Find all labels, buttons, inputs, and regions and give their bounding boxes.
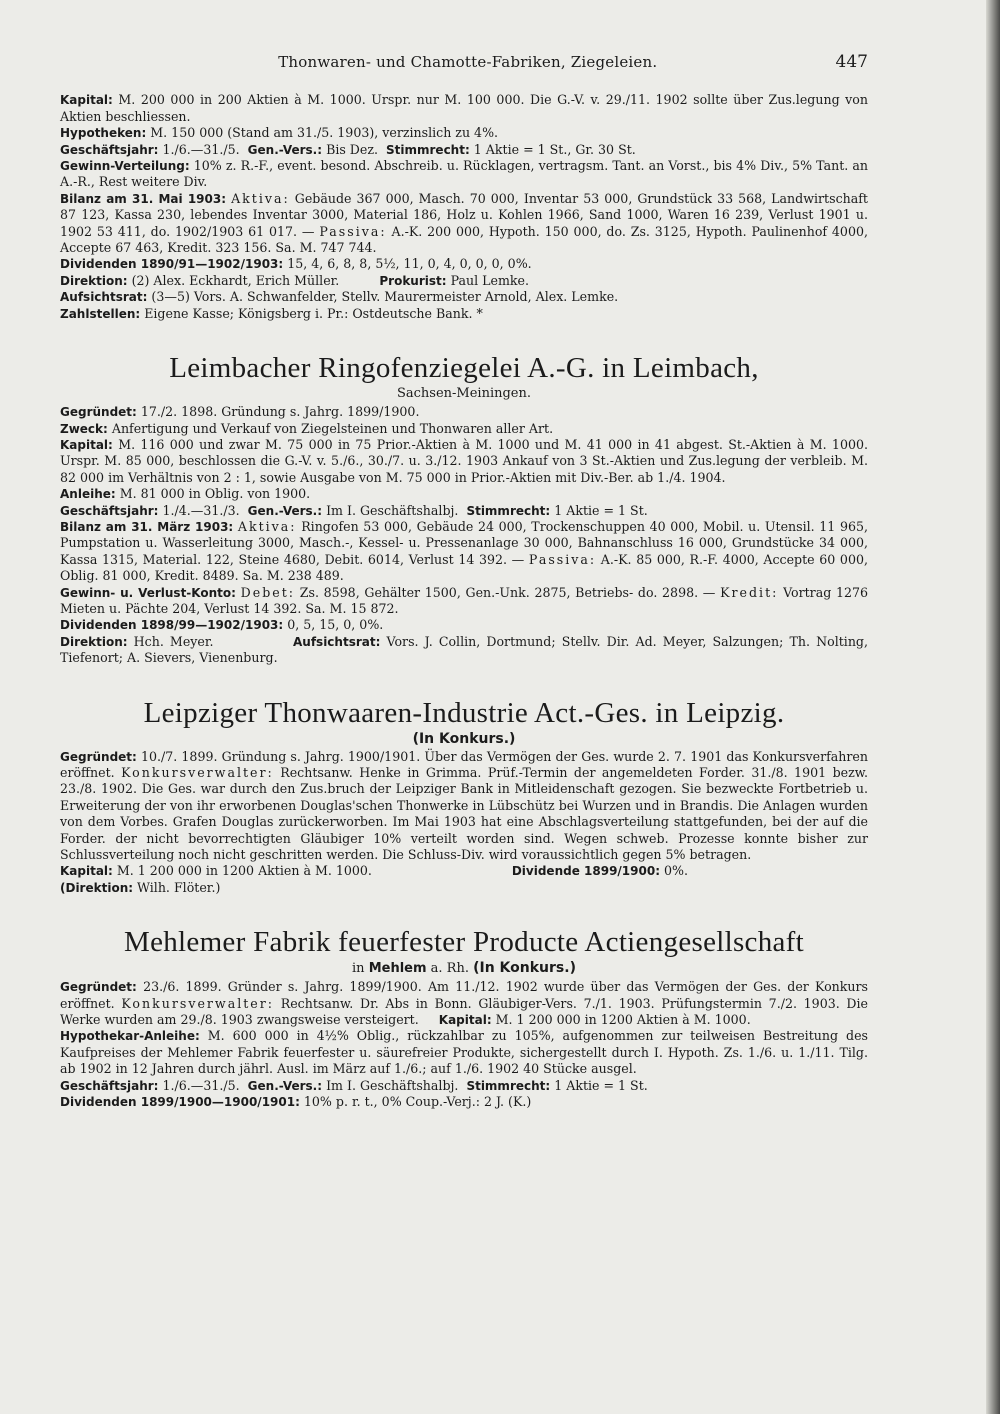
running-head (60, 54, 868, 70)
anleihe-para (60, 486, 868, 502)
konkurs-badge: (In Konkurs.) (473, 960, 576, 977)
passiva-label: Passiva: (319, 223, 387, 239)
dir-text: (2) Alex. Eckhardt, Erich Müller. (131, 272, 340, 288)
sr-text: 1 Aktie = 1 St. (554, 1077, 648, 1093)
geschaeftsjahr-para (60, 142, 868, 158)
kapital-text: M. 1 200 000 in 1200 Aktien à M. 1000. (116, 863, 372, 879)
sr-label: Stimmrecht: (466, 503, 551, 518)
div-text: 0, 5, 15, 0, 0%. (287, 617, 384, 633)
hypotheken-label: Hypotheken: (60, 126, 147, 141)
sr-label: Stimmrecht: (466, 1078, 551, 1093)
gv-text: Bis Dez. (326, 141, 378, 157)
kapital-para (60, 92, 868, 125)
gv-text: Im I. Geschäftshalbj. (326, 1077, 459, 1093)
aktiva-label: Aktiva: (231, 190, 290, 206)
kapital-para (60, 437, 868, 486)
bilanz-passiva-text: A.-K. 85 000, R.-F. 4000, Accepte 60 000, Oblig. 81 000, Kredit. 8489. Sa. M. 238 489. (60, 551, 868, 584)
gj-text: 1./4.—31./3. (162, 502, 240, 518)
div-label: Dividende 1899/1900: (511, 864, 660, 879)
dir-label: Direktion: (60, 273, 128, 288)
gv-label: Gen.-Vers.: (247, 1078, 323, 1093)
dividenden-para (60, 1094, 868, 1110)
gegr-text-continued: Rechtsanw. Dr. Abs in Bonn. Gläubiger-Vers. 7./1. 1903. Prüfungstermin 7./2. 1903. Die Werke wurden am 29./8. 1903 zwangsweise versteigert. (60, 995, 869, 1028)
sr-label: Stimmrecht: (386, 142, 470, 157)
bilanz-label: Bilanz am 31. Mai 1903: (60, 191, 227, 206)
direktion-para (60, 273, 868, 289)
ar-text: (3—5) Vors. A. Schwanfelder, Stellv. Maurermeister Arnold, Alex. Lemke. (151, 289, 619, 305)
running-head-title: Thonwaren- und Chamotte-Fabriken, Ziegeleien. (278, 53, 658, 71)
gegr-label: Gegründet: (60, 749, 137, 764)
bilanz-label: Bilanz am 31. März 1903: (60, 519, 234, 534)
dir-text: Hch. Meyer. (133, 633, 214, 649)
anleihe-label: Anleihe: (60, 487, 116, 502)
dividenden-para (60, 617, 868, 633)
hypotheken-text: M. 150 000 (Stand am 31./5. 1903), verzinslich zu 4%. (150, 125, 499, 141)
konkurs-badge: (In Konkurs.) (412, 730, 516, 747)
direktion-para (60, 880, 868, 896)
aufsichtsrat-para (60, 289, 868, 305)
hyp-text: M. 600 000 in 4½% Oblig., rückzahlbar zu 105%, aufgenommen zur teilweisen Bestreitung des Kaufpreises der Mehlemer Fabrik feuerfester u. säurefreier Produkte, sichergestellt durch I. Hypoth. Zs. 1./6. u. 1./11. Tilg. ab 1902 in 12 Jahren durch jährl. Ausl. im März auf 1./6.; auf 1./6. 1902 40 Stücke ausgel. (60, 1028, 868, 1077)
bilanz-para (60, 191, 868, 257)
gj-text: 1./6.—31./5. (162, 141, 240, 157)
passiva-label: Passiva: (528, 551, 597, 567)
section-title-leimbacher: Leimbacher Ringofenziegelei A.-G. in Leimbach, (169, 352, 759, 385)
div-label: Dividenden 1899/1900—1900/1901: (60, 1095, 300, 1110)
geschaeftsjahr-para (60, 503, 868, 519)
section-subtitle-mehlemer (60, 960, 868, 977)
gewinn-text: 10% z. R.-F., event. besond. Abschreib. u. Rücklagen, vertragsm. Tant. an Vorst., bis 4% Div., 5% Tant. an A.-R., Rest weitere Div. (60, 158, 868, 190)
dividende-item (512, 863, 868, 879)
zahlstellen-para (60, 306, 868, 322)
bilanz-aktiva-text: Ringofen 53 000, Gebäude 24 000, Trockenschuppen 40 000, Mobil. u. Utensil. 11 965, Pumpstation u. Wasserleitung 3000, Masch.-, Kessel- u. Pressenanlage 30 000, Bahnanschluss 16 000, Grundstücke 34 000, Kassa 1315, Material. 122, Steine 4680, Debit. 6014, Verlust 14 392. — (60, 518, 868, 567)
gegruendet-para (60, 979, 868, 1028)
zs-label: Zahlstellen: (60, 306, 141, 321)
gegr-label: Gegründet: (60, 980, 137, 995)
zweck-text: Anfertigung und Verkauf von Ziegelsteinen und Thonwaren aller Art. (111, 420, 554, 436)
prok-text: Paul Lemke. (450, 272, 529, 288)
entry-leimbacher (60, 352, 868, 667)
zweck-para (60, 421, 868, 437)
konkursverwalter-label: Konkursverwalter: (121, 995, 275, 1011)
dir-label: Direktion: (60, 634, 128, 649)
kapital-label: Kapital: (60, 93, 113, 108)
dir-text: Wilh. Flöter.) (137, 879, 221, 895)
div-text: 15, 4, 6, 8, 8, 5½, 11, 0, 4, 0, 0, 0, 0%. (287, 256, 532, 272)
gegr-text-continued: Rechtsanw. Henke in Grimma. Prüf.-Termin der angemeldeten Forder. 31./8. 1901 bezw. 23./8. 1902. Die Ges. war durch den Zus.bruch der Leipziger Bank in Mitleidenschaft gezogen. Sie bezweckte Fortbetrieb u. Erweiterung der von ihr erworbenen Douglas'schen Thonwerke in Lübschütz bei Wurzen und in Brandis. Die Anlagen wurden von dem Vorbes. Grafen Douglas zurückerworben. Im Mai 1903 hat eine Abschlagsverteilung stattgefunden, bei der auf die Forder. der nicht bevorrechtigten Gläubiger 10% verteilt worden sind. Wegen schweb. Prozesse konnte bisher zur Schlussverteilung noch nicht geschritten werden. Die Schluss-Div. wird voraussichtlich gegen 5% betragen. (60, 765, 869, 863)
hypothekar-para (60, 1028, 868, 1077)
prok-label: Prokurist: (379, 273, 447, 288)
gegr-text: 23./6. 1899. Gründer s. Jahrg. 1899/1900. Am 11./12. 1902 wurde über das Vermögen der Ges. der Konkurs eröffnet. (60, 979, 868, 1011)
entry-leipziger (60, 697, 868, 897)
dir-label: (Direktion: (60, 880, 134, 895)
div-label: Dividenden 1890/91—1902/1903: (60, 257, 284, 272)
dividenden-para (60, 256, 868, 272)
direktion-para (60, 634, 868, 667)
sub-rest: a. Rh. (430, 961, 469, 977)
entry-mehlemer (60, 926, 868, 1110)
kapital-text: M. 1 200 000 in 1200 Aktien à M. 1000. (495, 1012, 751, 1028)
gj-label: Geschäftsjahr: (60, 1078, 159, 1093)
bilanz-para (60, 519, 868, 585)
hypotheken-para (60, 125, 868, 141)
ar-text: Vors. J. Collin, Dortmund; Stellv. Dir. Ad. Meyer, Salzungen; Th. Nolting, Tiefenort; A. Sievers, Vienenburg. (60, 633, 868, 666)
section-title-leipziger: Leipziger Thonwaaren-Industrie Act.-Ges. in Leipzig. (143, 696, 785, 729)
guv-para (60, 585, 868, 618)
aktiva-label: Aktiva: (237, 518, 297, 534)
gj-label: Geschäftsjahr: (60, 142, 159, 157)
gj-label: Geschäftsjahr: (60, 503, 159, 518)
gj-text: 1./6.—31./5. (162, 1077, 240, 1093)
hyp-label: Hypothekar-Anleihe: (60, 1029, 200, 1044)
gegr-text: 10./7. 1899. Gründung s. Jahrg. 1900/1901. Über das Vermögen der Ges. wurde 2. 7. 1901 das Konkursverfahren eröffnet. (60, 748, 868, 780)
kapital-label: Kapital: (438, 1013, 492, 1028)
gegruendet-para (60, 404, 868, 420)
sr-text: 1 Aktie = 1 St., Gr. 30 St. (473, 141, 636, 157)
text-column (60, 50, 868, 1111)
gegr-text: 17./2. 1898. Gründung s. Jahrg. 1899/1900. (140, 404, 420, 420)
div-label: Dividenden 1898/99—1902/1903: (60, 618, 284, 633)
zs-text: Eigene Kasse; Königsberg i. Pr.: Ostdeutsche Bank. * (144, 305, 483, 321)
div-text: 10% p. r. t., 0% Coup.-Verj.: 2 J. (K.) (303, 1094, 532, 1110)
kredit-label: Kredit: (720, 584, 779, 600)
kapital-label: Kapital: (60, 437, 113, 452)
anleihe-text: M. 81 000 in Oblig. von 1900. (119, 486, 311, 502)
sub-place: Mehlem (368, 961, 427, 977)
gegruendet-para (60, 749, 868, 864)
kapital-text: M. 116 000 und zwar M. 75 000 in 75 Prior.-Aktien à M. 1000 und M. 41 000 in 41 abgest. St.-Aktien à M. 1000. Urspr. M. 85 000, beschlossen die G.-V. v. 5./6., 30./7. u. 3./12. 1903 Ankauf von 3 St.-Aktien und Zus.legung der verbleib. M. 82 000 im Verhältnis von 2 : 1, sowie Ausgabe von M. 75 000 in Prior.-Aktien mit Div.-Ber. ab 1./4. 1904. (60, 436, 868, 485)
entry-continued (60, 92, 868, 322)
ar-label: Aufsichtsrat: (293, 634, 381, 649)
gewinn-para (60, 158, 868, 191)
ar-label: Aufsichtsrat: (60, 290, 148, 305)
konkursverwalter-label: Konkursverwalter: (121, 765, 274, 780)
kapital-text: M. 200 000 in 200 Aktien à M. 1000. Urspr. nur M. 100 000. Die G.-V. v. 29./11. 1902 sollte über Zus.legung von Aktien beschliessen. (60, 92, 868, 124)
gv-label: Gen.-Vers.: (247, 503, 323, 518)
kapital-dividende-line (60, 863, 868, 879)
zweck-label: Zweck: (60, 421, 108, 436)
bilanz-passiva-text: A.-K. 200 000, Hypoth. 150 000, do. Zs. 3125, Hypoth. Paulinenhof 4000, Accepte 67 463, Kredit. 323 156. Sa. M. 747 744. (60, 223, 868, 256)
guv-label: Gewinn- u. Verlust-Konto: (60, 585, 236, 600)
section-subtitle-leimbacher: Sachsen-Meiningen. (396, 386, 532, 402)
div-text: 0%. (664, 863, 688, 879)
gewinn-label: Gewinn-Verteilung: (60, 159, 190, 174)
bilanz-aktiva-text: Gebäude 367 000, Masch. 70 000, Inventar 53 000, Grundstück 33 568, Landwirtschaft 87 123, Kassa 230, lebendes Inventar 3000, Material 186, Holz u. Kohlen 1966, Sand 1000, Waren 16 239, Verlust 1901 u. 1902 53 411, do. 1902/1903 61 017. — (60, 190, 868, 239)
sr-text: 1 Aktie = 1 St. (554, 502, 648, 518)
kapital-item (60, 863, 372, 879)
gegr-label: Gegründet: (60, 405, 137, 420)
gv-label: Gen.-Vers.: (247, 142, 323, 157)
guv-debet-text: Zs. 8598, Gehälter 1500, Gen.-Unk. 2875, Betriebs- do. 2898. — (299, 584, 716, 600)
page-edge-shadow (986, 0, 1000, 1414)
kapital-label: Kapital: (60, 864, 113, 879)
page-number: 447 (835, 52, 868, 72)
guv-kredit-text: Vortrag 1276 Mieten u. Pächte 204, Verlust 14 392. Sa. M. 15 872. (60, 584, 869, 616)
geschaeftsjahr-para (60, 1078, 868, 1094)
section-title-mehlemer: Mehlemer Fabrik feuerfester Producte Actiengesellschaft (123, 926, 805, 959)
debet-label: Debet: (240, 584, 296, 600)
gv-text: Im I. Geschäftshalbj. (326, 502, 459, 518)
sub-in: in (352, 961, 365, 977)
